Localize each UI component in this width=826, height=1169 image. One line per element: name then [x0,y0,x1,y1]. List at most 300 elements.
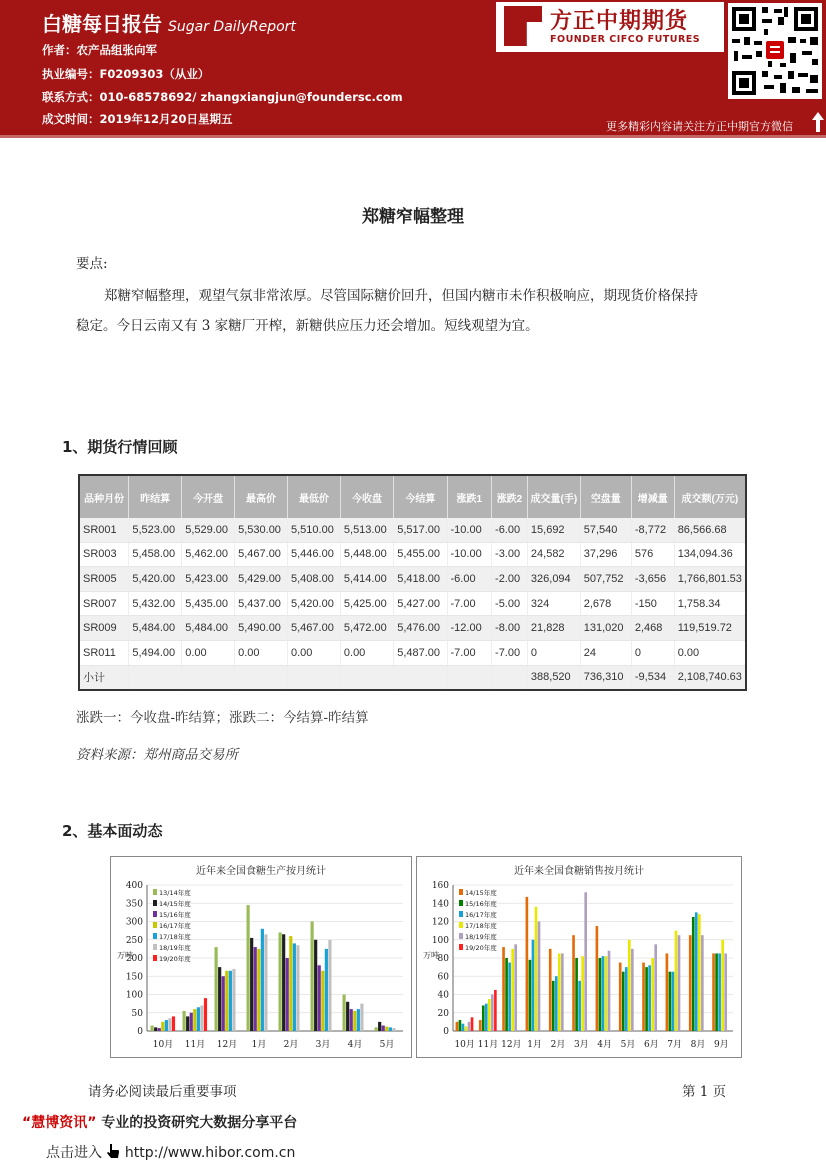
table-cell: 0.00 [235,640,288,665]
table-cell: 131,020 [580,616,631,641]
logo-mark-icon [504,6,542,46]
bar [357,1009,360,1031]
table-cell: 576 [631,542,674,567]
bar [360,1004,363,1031]
table-cell: -6.00 [447,567,492,592]
bar [532,940,535,1031]
table-row [79,542,746,567]
table-cell: 5,425.00 [340,591,393,616]
key-points-label: 要点: [76,256,108,272]
table-cell: 5,529.00 [182,518,235,542]
table-cell: 5,446.00 [288,542,341,567]
table-row [79,616,746,641]
futures-table [78,474,747,691]
table-body [79,518,746,690]
bar [505,958,508,1031]
x-tick-label: 7月 [667,1040,683,1050]
legend-swatch [153,911,157,917]
bar [465,1026,468,1031]
table-cell: -7.00 [447,640,492,665]
legend-swatch [153,900,157,906]
bar [456,1022,459,1031]
table-cell: 0.00 [674,640,746,665]
bar [186,1016,189,1031]
table-header [79,475,746,518]
bar [721,940,724,1031]
legend-swatch [459,889,463,895]
x-tick-label: 5月 [620,1040,636,1050]
pointer-hand-icon [106,1143,120,1159]
table-cell: 1,766,801.53 [674,567,746,592]
column-header: 涨跌1 [447,475,492,518]
table-cell: 5,487.00 [394,640,447,665]
bar [328,940,331,1031]
bar [289,936,292,1031]
bar [158,1028,161,1031]
report-headline: 郑糖窄幅整理 [362,207,464,227]
table-cell: SR005 [79,567,129,592]
bar [666,953,669,1031]
bar [526,897,529,1031]
y-tick-label: 60 [437,972,449,983]
summary-line-1: 郑糖窄幅整理，观望气氛非常浓厚。尽管国际糖价回升，但国内糖市未作积极响应，期现货价格保持 [104,288,698,304]
section-futures-review: 1、期货行情回顾 [62,438,178,456]
bar [619,963,622,1031]
y-axis-label: 万吨 [117,951,133,960]
bar [555,976,558,1031]
legend-swatch [153,922,157,928]
table-cell: 24,582 [527,542,580,567]
bar [200,1005,203,1031]
column-header: 涨跌2 [492,475,528,518]
table-cell: 小计 [79,665,129,690]
table-cell [492,665,528,690]
bar [648,965,651,1031]
table-cell: 324 [527,591,580,616]
bar [701,935,704,1031]
table-cell: SR011 [79,640,129,665]
legend-swatch [153,955,157,961]
production-chart-svg [111,857,411,1057]
table-cell: 2,468 [631,616,674,641]
table-cell: 5,467.00 [288,616,341,641]
hibor-url[interactable]: http://www.hibor.com.cn [124,1145,296,1161]
x-tick-label: 1月 [251,1040,267,1050]
qr-code-icon[interactable] [728,3,822,99]
bar [346,1002,349,1031]
bar [321,971,324,1031]
table-cell: SR003 [79,542,129,567]
bar [549,949,552,1031]
table-cell: 5,530.00 [235,518,288,542]
bar [204,998,207,1031]
bar [625,967,628,1031]
table-cell: 736,310 [580,665,631,690]
bar [622,972,625,1031]
bar [325,949,328,1031]
bar [222,976,225,1031]
bar [264,934,267,1031]
bar [459,1020,462,1031]
x-tick-label: 11月 [184,1040,206,1050]
bar [596,926,599,1031]
x-tick-label: 10月 [152,1040,174,1050]
table-cell: SR001 [79,518,129,542]
bar [385,1027,388,1031]
table-row [79,640,746,665]
y-tick-label: 200 [125,954,143,964]
bar [261,929,264,1031]
table-cell: -8.00 [492,616,528,641]
legend-entry: 19/20年度 [159,955,191,963]
y-tick-label: 300 [125,917,143,928]
table-cell: 24 [580,640,631,665]
bar [578,981,581,1031]
bar [293,943,296,1031]
table-row [79,665,746,690]
table-cell [340,665,393,690]
bar [494,990,497,1031]
x-tick-label: 3月 [573,1040,589,1050]
table-cell: -3,656 [631,567,674,592]
y-tick-label: 160 [431,881,449,891]
bar [715,953,718,1031]
bar [375,1027,378,1031]
table-row [79,567,746,592]
table-cell: 1,758.34 [674,591,746,616]
hibor-link-row[interactable]: 点击进入 http://www.hibor.com.cn [46,1145,296,1161]
table-cell: 5,455.00 [394,542,447,567]
bar [645,967,648,1031]
bar [511,949,514,1031]
x-tick-label: 10月 [454,1040,475,1050]
bar [529,960,532,1031]
column-header: 今收盘 [340,475,393,518]
legend-entry: 16/17年度 [465,911,497,919]
x-tick-label: 2月 [550,1040,566,1050]
x-tick-label: 11月 [477,1040,499,1050]
bar [225,971,228,1031]
table-cell: -5.00 [492,591,528,616]
x-tick-label: 4月 [347,1040,363,1050]
table-cell: 5,490.00 [235,616,288,641]
bar [514,944,517,1031]
table-cell [447,665,492,690]
y-tick-label: 100 [125,990,143,1001]
table-cell [182,665,235,690]
change-note: 涨跌一：今收盘-昨结算；涨跌二：今结算-昨结算 [76,710,369,726]
y-tick-label: 400 [125,881,143,891]
table-cell: SR007 [79,591,129,616]
bar [712,953,715,1031]
table-cell: 21,828 [527,616,580,641]
bar [161,1022,164,1031]
table-cell [288,665,341,690]
table-cell: 5,472.00 [340,616,393,641]
table-cell: 5,418.00 [394,567,447,592]
bar [479,1020,482,1031]
column-header: 成交量(手) [527,475,580,518]
legend-swatch [459,944,463,950]
bar [343,995,346,1032]
table-cell: 5,420.00 [129,567,182,592]
y-tick-label: 140 [431,899,449,910]
x-tick-label: 12月 [501,1040,522,1050]
bar [584,892,587,1031]
bar [561,953,564,1031]
legend-entry: 19/20年度 [465,944,497,952]
table-cell: 388,520 [527,665,580,690]
table-cell: 2,108,740.63 [674,665,746,690]
table-cell: 326,094 [527,567,580,592]
bar [197,1007,200,1031]
bar [154,1027,157,1031]
legend-swatch [153,944,157,950]
bar [282,934,285,1031]
legend-swatch [459,922,463,928]
legend-swatch [459,911,463,917]
x-tick-label: 12月 [216,1040,238,1050]
table-cell: SR009 [79,616,129,641]
table-cell: 5,513.00 [340,518,393,542]
bar [572,935,575,1031]
table-cell: 5,437.00 [235,591,288,616]
bar [602,956,605,1031]
table-cell: -10.00 [447,542,492,567]
bar [350,1009,353,1031]
x-tick-label: 5月 [379,1040,395,1050]
bar [378,1022,381,1031]
table-cell: 86,566.68 [674,518,746,542]
legend-entry: 17/18年度 [159,933,191,941]
bar [678,935,681,1031]
column-header: 最高价 [235,475,288,518]
x-tick-label: 1月 [527,1040,543,1050]
table-cell: 507,752 [580,567,631,592]
disclaimer: 请务必阅读最后重要事项 [88,1084,237,1100]
bar [471,1017,474,1031]
bar [502,947,505,1031]
production-chart [110,856,412,1058]
legend-entry: 15/16年度 [465,900,497,908]
table-cell: -7.00 [447,591,492,616]
table-cell: -7.00 [492,640,528,665]
table-cell: 0 [631,640,674,665]
bar [535,907,538,1031]
bar [491,995,494,1032]
bar [628,940,631,1031]
table-cell: 5,435.00 [182,591,235,616]
up-arrow-icon [812,112,824,132]
table-cell: -10.00 [447,518,492,542]
author: 作者：农产品组张向军 [42,43,157,57]
bar [172,1016,175,1031]
bar [488,999,491,1031]
table-cell: 5,467.00 [235,542,288,567]
bar [190,1013,193,1031]
table-cell: 37,296 [580,542,631,567]
bar [165,1020,168,1031]
header-banner [0,0,826,138]
y-tick-label: 80 [437,954,449,964]
chart-title: 近年来全国食糖销售按月统计 [514,866,644,877]
column-header: 最低价 [288,475,341,518]
column-header: 昨结算 [129,475,182,518]
legend-entry: 15/16年度 [159,911,191,919]
table-cell: -2.00 [492,567,528,592]
bar [318,965,321,1031]
table-cell: -8,772 [631,518,674,542]
license-number: 执业编号：F0209303（从业） [42,67,210,81]
bar [257,949,260,1031]
bar [286,958,289,1031]
legend-entry: 14/15年度 [465,889,497,897]
table-cell [129,665,182,690]
column-header: 成交额(万元) [674,475,746,518]
legend-swatch [153,889,157,895]
bar [382,1026,385,1031]
bar [296,945,299,1031]
table-cell: 5,523.00 [129,518,182,542]
table-cell: 5,427.00 [394,591,447,616]
column-header: 今开盘 [182,475,235,518]
y-tick-label: 120 [431,917,449,928]
y-tick-label: 150 [125,972,143,983]
chart-title: 近年来全国食糖生产按月统计 [196,866,326,877]
y-tick-label: 350 [125,899,143,910]
table-cell: 0.00 [288,640,341,665]
bar [482,1005,485,1031]
table-cell: 15,692 [527,518,580,542]
bar [689,935,692,1031]
bar [581,956,584,1031]
bar [183,1011,186,1031]
bar [193,1009,196,1031]
bar [654,944,657,1031]
bar [724,953,727,1031]
bar [558,953,561,1031]
table-cell: 5,484.00 [182,616,235,641]
x-tick-label: 8月 [690,1040,706,1050]
bar [575,958,578,1031]
x-tick-label: 6月 [643,1040,659,1050]
y-tick-label: 40 [437,990,449,1001]
bar [698,914,701,1031]
hibor-banner: “慧博资讯” 专业的投资研究大数据分享平台 [22,1115,298,1131]
table-cell: 5,423.00 [182,567,235,592]
wechat-slogan: 更多精彩内容请关注方正中期官方微信 [606,120,793,133]
legend-entry: 18/19年度 [465,933,497,941]
bar [392,1028,395,1031]
legend-swatch [153,933,157,939]
legend-entry: 13/14年度 [159,889,191,897]
bar [692,917,695,1031]
bar [151,1026,154,1031]
y-tick-label: 0 [443,1027,449,1037]
y-axis-label: 万吨 [423,951,439,960]
table-cell: 57,540 [580,518,631,542]
bar [608,951,611,1031]
sales-chart-svg [417,857,741,1057]
bar [254,947,257,1031]
table-cell: 119,519.72 [674,616,746,641]
bar [485,1004,488,1031]
bar [599,958,602,1031]
bar [651,958,654,1031]
bar [642,963,645,1031]
bar [462,1024,465,1031]
table-cell: 134,094.36 [674,542,746,567]
table-cell: 5,510.00 [288,518,341,542]
table-cell: 5,458.00 [129,542,182,567]
table-row [79,518,746,542]
bar [718,953,721,1031]
y-tick-label: 250 [125,935,143,946]
legend-entry: 16/17年度 [159,922,191,930]
table-cell: 5,462.00 [182,542,235,567]
table-cell: 0 [527,640,580,665]
bar [232,969,235,1031]
legend-entry: 18/19年度 [159,944,191,952]
bar [468,1022,471,1031]
bar [218,967,221,1031]
bar [389,1027,392,1031]
table-cell [394,665,447,690]
bar [353,1011,356,1031]
table-cell: -150 [631,591,674,616]
y-tick-label: 0 [137,1027,143,1037]
bar [311,922,314,1032]
bar [631,949,634,1031]
table-cell: 5,432.00 [129,591,182,616]
column-header: 今结算 [394,475,447,518]
report-title: 白糖每日报告 Sugar DailyReport [42,12,296,36]
banner-divider [0,135,826,138]
table-cell: 5,408.00 [288,567,341,592]
legend-entry: 17/18年度 [465,922,497,930]
company-logo: 方正中期期货 FOUNDER CIFCO FUTURES [496,2,724,52]
table-cell: 5,494.00 [129,640,182,665]
y-tick-label: 50 [131,1008,143,1019]
bar [279,932,282,1031]
table-cell: 5,517.00 [394,518,447,542]
x-tick-label: 9月 [713,1040,729,1050]
bar [508,963,511,1031]
table-cell [235,665,288,690]
section-fundamentals: 2、基本面动态 [62,822,163,840]
table-cell: -3.00 [492,542,528,567]
table-row [79,591,746,616]
table-cell: 2,678 [580,591,631,616]
bar [314,940,317,1031]
table-cell: 5,429.00 [235,567,288,592]
bar [247,905,250,1031]
bar [250,938,253,1031]
table-cell: 5,420.00 [288,591,341,616]
legend-swatch [459,900,463,906]
y-tick-label: 20 [437,1008,449,1019]
table-cell: 5,448.00 [340,542,393,567]
x-tick-label: 3月 [315,1040,331,1050]
bar [229,971,232,1031]
table-cell: 0.00 [182,640,235,665]
report-date: 成文时间：2019年12月20日星期五 [42,112,233,126]
table-cell: 5,484.00 [129,616,182,641]
bar [215,947,218,1031]
legend-entry: 14/15年度 [159,900,191,908]
bar [552,981,555,1031]
bar [538,922,541,1032]
